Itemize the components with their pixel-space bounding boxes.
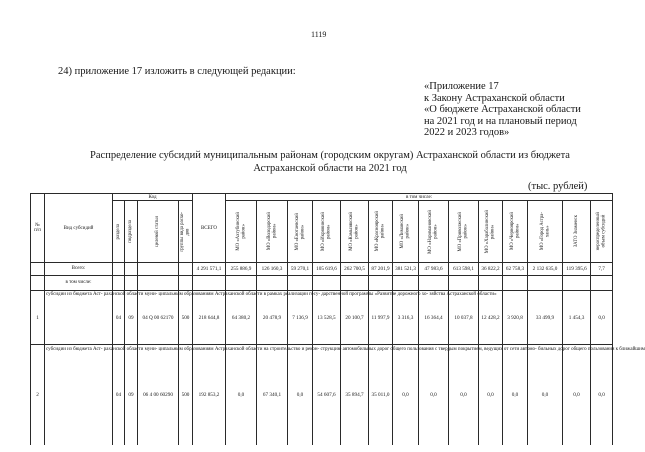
col-header-zato-znamensk-label: ЗАТО Знаменск [573, 215, 579, 248]
amount-enotaevsky [288, 276, 313, 291]
col-header-limansky [393, 201, 419, 263]
amount-kharabalinsky: 0,0 [479, 345, 503, 445]
target-article-code [138, 263, 179, 276]
amount-akhtubinsky [226, 276, 257, 291]
appendix-header-line: на 2021 год и на плановый период [424, 115, 577, 127]
col-header-target-article-label: целевой статьи [155, 216, 161, 247]
amount-ikryaninsky: 13 528,5 [313, 291, 341, 345]
col-header-volodarsky [257, 201, 288, 263]
col-header-astrakhan-city [528, 201, 563, 263]
document-title [40, 149, 620, 175]
amount-kharabalinsky: 36 822,2 [479, 263, 503, 276]
including-row [31, 276, 613, 291]
amount-privolzhsky [449, 276, 479, 291]
amount-akhtubinsky: 64 380,2 [226, 291, 257, 345]
col-header-expense-group-label: группы вида расхо- дов [180, 211, 191, 252]
subsidy-row [31, 345, 613, 445]
amount-ikryaninsky: 54 607,6 [313, 345, 341, 445]
amount-chernoyarsky: 3 920,8 [503, 291, 528, 345]
row-number: 2 [31, 345, 45, 445]
col-header-subsection [125, 201, 138, 263]
subsidy-type: Всего: [45, 263, 113, 276]
amount-akhtubinsky: 255 886,9 [226, 263, 257, 276]
col-header-unallocated [591, 201, 613, 263]
document-title-line: Распределение субсидий муниципальным районам (городским округам) Астраханской области из бюджета [90, 150, 570, 161]
amount-volodarsky: 20 478,9 [257, 291, 288, 345]
amount-zato-znamensk: 119 395,6 [563, 263, 591, 276]
amount-chernoyarsky: 62 758,3 [503, 263, 528, 276]
amount-krasnoyarsky [369, 276, 393, 291]
total-amount: 218 644,8 [193, 291, 226, 345]
col-header-subsidy-type [45, 194, 113, 263]
col-header-ikryaninsky [313, 201, 341, 263]
amount-zato-znamensk: 0,0 [563, 345, 591, 445]
amount-limansky: 3 316,3 [393, 291, 419, 345]
col-header-chernoyarsky [503, 201, 528, 263]
col-header-narimanovsky-label: МО «Наримановский район» [428, 209, 439, 254]
col-header-krasnoyarsky [369, 201, 393, 263]
col-header-limansky-label: МО «Лиманский район» [400, 214, 411, 249]
amount-krasnoyarsky: 11 997,9 [369, 291, 393, 345]
col-header-target-article [138, 201, 179, 263]
subsection-code: 09 [125, 291, 138, 345]
amount-krasnoyarsky: 87 201,9 [369, 263, 393, 276]
amount-unallocated: 0,0 [591, 291, 613, 345]
total-amount: 192 853,2 [193, 345, 226, 445]
col-header-volodarsky-label: МО «Володарский район» [266, 212, 277, 251]
subsection-code [125, 263, 138, 276]
amount-kharabalinsky [479, 276, 503, 291]
col-header-akhtubinsky [226, 201, 257, 263]
col-header-subsection-label: подраздела [128, 220, 134, 243]
subsidy-distribution-table [30, 193, 645, 445]
amount-enotaevsky: 7 136,9 [288, 291, 313, 345]
amount-zato-znamensk [563, 276, 591, 291]
amount-chernoyarsky [503, 276, 528, 291]
amount-volodarsky: 67 340,1 [257, 345, 288, 445]
appendix-header-line: «О бюджете Астраханской области [424, 104, 581, 116]
amount-limansky: 0,0 [393, 345, 419, 445]
col-header-kamyzyaksky [341, 201, 369, 263]
col-header-akhtubinsky-label: МО «Ахтубинский район» [235, 212, 246, 251]
page-number: 1119 [311, 30, 327, 39]
col-header-section-label: раздела [115, 223, 121, 240]
expense-group-code [179, 263, 193, 276]
document-title-line: Астраханской области на 2021 год [253, 163, 407, 174]
subsection-code: 09 [125, 345, 138, 445]
amount-volodarsky [257, 276, 288, 291]
subsidy-type: в том числе: [45, 276, 113, 291]
col-header-section [113, 201, 125, 263]
amount-astrakhan-city: 2 132 635,0 [528, 263, 563, 276]
amount-limansky [393, 276, 419, 291]
expense-group-code: 500 [179, 291, 193, 345]
expense-group-code [179, 276, 193, 291]
total-amount: 4 291 571,1 [193, 263, 226, 276]
col-header-ikryaninsky-label: МО «Икрянинский район» [321, 211, 332, 252]
amount-narimanovsky: 16 364,4 [419, 291, 449, 345]
col-header-narimanovsky [419, 201, 449, 263]
amount-ikryaninsky: 105 619,6 [313, 263, 341, 276]
amount-unallocated: 7,7 [591, 263, 613, 276]
col-header-zato-znamensk [563, 201, 591, 263]
total-row [31, 263, 613, 276]
target-article-code: 06 4 00 60290 [138, 345, 179, 445]
amount-astrakhan-city: 33 499,9 [528, 291, 563, 345]
amount-limansky: 381 521,3 [393, 263, 419, 276]
header-row-columns [31, 201, 613, 263]
amount-astrakhan-city [528, 276, 563, 291]
code-group-header: Код [113, 194, 193, 201]
amount-astrakhan-city: 0,0 [528, 345, 563, 445]
subsidy-row [31, 291, 613, 345]
subsection-code [125, 276, 138, 291]
section-code: 04 [113, 345, 125, 445]
amount-kamyzyaksky: 262 700,5 [341, 263, 369, 276]
amount-akhtubinsky: 0,0 [226, 345, 257, 445]
col-header-enotaevsky-label: МО «Енотаевский район» [294, 212, 305, 251]
subsidy-type: субсидии из бюджета Аст- раханской области муни- ципальным образованиям Астраханской области в рамках реализации госу- дарственной программы «Развитие дорожного хо- зяйства Астраханской области» [45, 291, 113, 345]
section-code: 04 [113, 291, 125, 345]
units-label: (тыс. рублей) [528, 181, 588, 192]
amount-zato-znamensk: 1 454,3 [563, 291, 591, 345]
amount-unallocated: 0,0 [591, 345, 613, 445]
amount-chernoyarsky: 0,0 [503, 345, 528, 445]
col-header-subsidy-type-label: Вид субсидий [63, 225, 94, 231]
amount-enotaevsky: 0,0 [288, 345, 313, 445]
amount-kharabalinsky: 12 428,2 [479, 291, 503, 345]
col-header-privolzhsky [449, 201, 479, 263]
total-amount [193, 276, 226, 291]
col-header-kharabalinsky [479, 201, 503, 263]
amount-kamyzyaksky: 35 894,7 [341, 345, 369, 445]
row-number [31, 276, 45, 291]
row-number: 1 [31, 291, 45, 345]
col-header-astrakhan-city-label: МО «Город Астра- хань» [539, 212, 550, 251]
col-header-unallocated-label: нераспределенный объем субсидий [596, 212, 607, 251]
col-header-enotaevsky [288, 201, 313, 263]
col-header-number [31, 194, 45, 263]
appendix-header-line: 2022 и 2023 годов» [424, 127, 510, 139]
col-header-privolzhsky-label: МО «Приволжский район» [458, 211, 469, 252]
col-header-kharabalinsky-label: МО «Харабалинский район» [485, 209, 496, 254]
col-header-expense-group [179, 201, 193, 263]
col-header-krasnoyarsky-label: МО «Красноярский район» [375, 211, 386, 252]
subsidy-type: субсидии из бюджета Аст- раханской области муни- ципальным образованиям Астраханской области на строительство и рекон- струкцию автомобильных дорог общего пользования с твердым покрытием, ведущих от сети автомо- бильных дорог общего пользования к ближайшим [45, 345, 113, 445]
amount-privolzhsky: 10 037,8 [449, 291, 479, 345]
target-article-code: 04 Q 00 62170 [138, 291, 179, 345]
row-number [31, 263, 45, 276]
amount-kamyzyaksky [341, 276, 369, 291]
amendment-intro: 24) приложение 17 изложить в следующей редакции: [58, 66, 296, 77]
amount-ikryaninsky [313, 276, 341, 291]
amount-krasnoyarsky: 35 011,0 [369, 345, 393, 445]
section-code [113, 263, 125, 276]
amount-narimanovsky [419, 276, 449, 291]
expense-group-code: 500 [179, 345, 193, 445]
col-header-total-label: ВСЕГО [200, 225, 218, 231]
appendix-header-line: «Приложение 17 [424, 81, 499, 92]
including-group-header: в том числе: [226, 194, 613, 201]
amount-privolzhsky: 0,0 [449, 345, 479, 445]
amount-narimanovsky: 47 983,6 [419, 263, 449, 276]
amount-kamyzyaksky: 20 100,7 [341, 291, 369, 345]
amount-narimanovsky: 0,0 [419, 345, 449, 445]
amount-privolzhsky: 613 598,1 [449, 263, 479, 276]
header-row-groups [31, 194, 613, 201]
amount-unallocated [591, 276, 613, 291]
section-code [113, 276, 125, 291]
col-header-kamyzyaksky-label: МО «Камызякский район» [349, 212, 360, 251]
target-article-code [138, 276, 179, 291]
amount-enotaevsky: 59 270,1 [288, 263, 313, 276]
amount-volodarsky: 126 160,3 [257, 263, 288, 276]
col-header-chernoyarsky-label: МО «Черноярский район» [509, 212, 520, 251]
appendix-header [424, 81, 581, 139]
appendix-header-line: к Закону Астраханской области [424, 92, 565, 104]
col-header-total [193, 194, 226, 263]
col-header-number-label: № п/п [34, 223, 41, 233]
